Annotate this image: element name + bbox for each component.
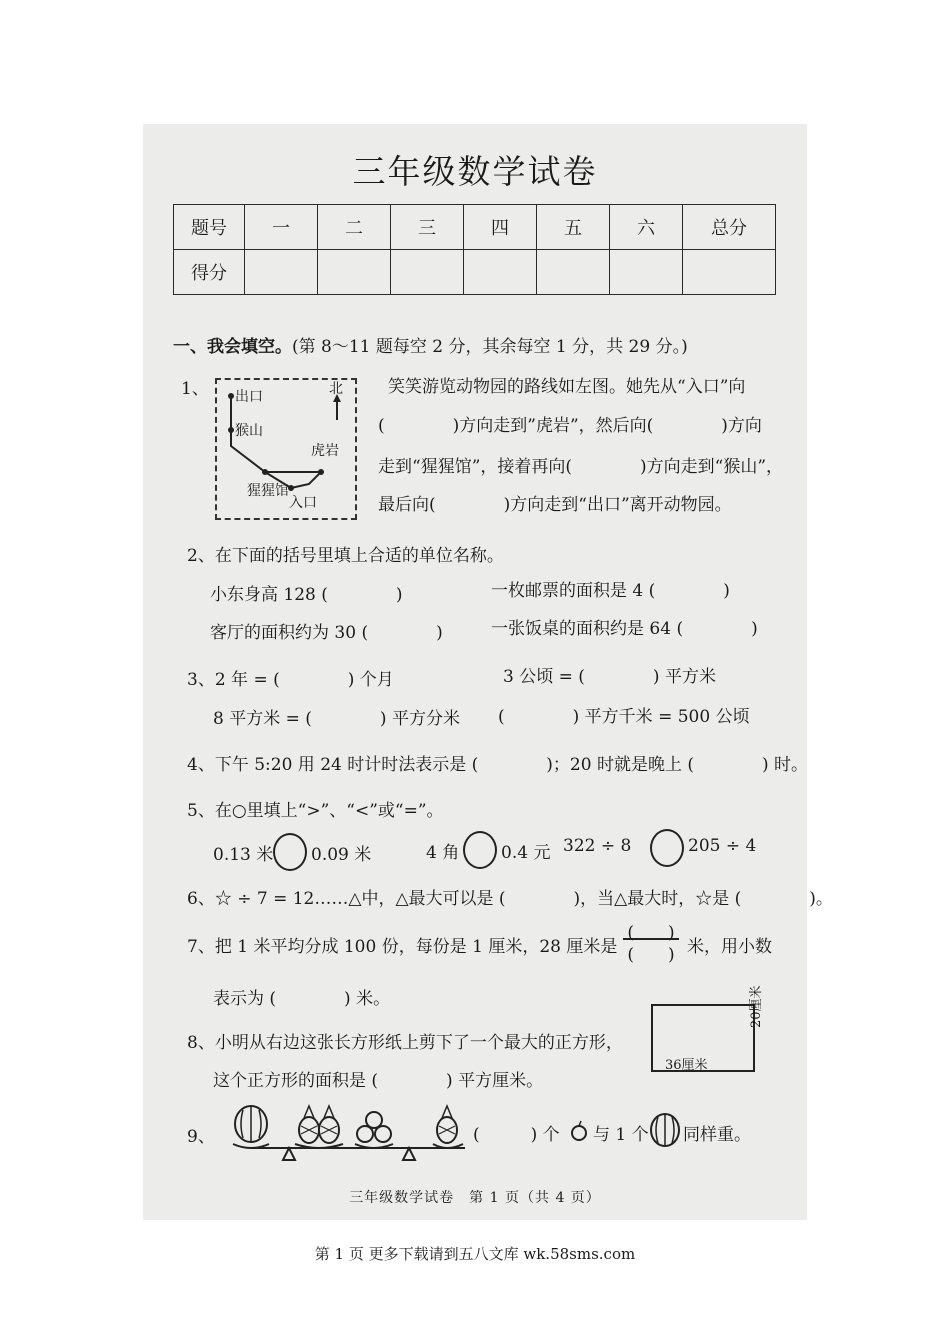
apple-icon	[357, 1112, 391, 1142]
score-table-header-row	[174, 205, 776, 250]
pineapple-icon	[319, 1106, 339, 1143]
score-table-cell: 题号	[174, 205, 245, 250]
section-1-note: (第 8～11 题每空 2 分，其余每空 1 分，共 29 分。)	[292, 337, 688, 357]
watermelon-icon	[649, 1112, 681, 1148]
map-label-tiger: 虎岩	[311, 443, 339, 459]
q1-line-4: 最后向( )方向走到“出口”离开动物园。	[378, 495, 732, 515]
pineapple-icon	[437, 1106, 457, 1143]
score-cell-empty	[683, 250, 776, 295]
q1-line-2: ( )方向走到”虎岩”，然后向( )方向	[378, 416, 762, 436]
balance-scale-right	[353, 1102, 473, 1166]
q9-text-2: 与 1 个	[593, 1125, 649, 1145]
score-table-cell: 五	[537, 205, 610, 250]
q9-number: 9、	[187, 1127, 215, 1147]
page-title: 三年级数学试卷	[352, 152, 598, 191]
q5-stem: 5、在○里填上“>”、“<”或“=”。	[187, 801, 444, 821]
rectangle-height-label: 20厘米	[749, 985, 764, 1028]
score-row-label: 得分	[174, 250, 245, 295]
pineapple-icon	[299, 1106, 319, 1143]
fraction-blank[interactable]: ( ) ( )	[623, 918, 679, 960]
q5-c-right: 205 ÷ 4	[688, 836, 757, 856]
section-1-heading: 一、我会填空。	[173, 337, 292, 357]
page-footer: 三年级数学试卷 第 1 页（共 4 页）	[349, 1190, 601, 1206]
q1-line-1: 笑笑游览动物园的路线如左图。她先从“入口”向	[388, 377, 746, 397]
zoo-route-map	[215, 378, 357, 520]
score-cell-empty	[537, 250, 610, 295]
q1-line-3: 走到“猩猩馆”，接着再向( )方向走到“猴山”，	[378, 457, 784, 477]
score-table-score-row	[174, 250, 776, 295]
section-1-heading-line	[173, 332, 688, 357]
q2-item: 一枚邮票的面积是 4 ( )	[491, 581, 730, 601]
q5-b-right: 0.4 元	[501, 843, 551, 863]
score-cell-empty	[318, 250, 391, 295]
score-table-cell: 一	[245, 205, 318, 250]
q2-item: 客厅的面积约为 30 ( )	[210, 623, 443, 643]
q2-stem: 2、在下面的括号里填上合适的单位名称。	[187, 546, 504, 566]
q8-line-1: 8、小明从右边这张长方形纸上剪下了一个最大的正方形，	[187, 1033, 623, 1053]
map-label-monkey: 猴山	[235, 423, 263, 439]
score-table-cell: 六	[610, 205, 683, 250]
q4-text: 4、下午 5:20 用 24 时计时法表示是 ( )；20 时就是晚上 ( ) 时。	[187, 755, 809, 775]
q8-line-2: 这个正方形的面积是 ( ) 平方厘米。	[213, 1071, 544, 1091]
compare-circle[interactable]	[273, 833, 307, 871]
rectangle-width-label: 36厘米	[665, 1058, 708, 1073]
bottom-caption: 第 1 页 更多下载请到五八文库 wk.58sms.com	[314, 1245, 636, 1263]
watermelon-icon	[235, 1106, 267, 1142]
map-label-exit: 出口	[235, 389, 263, 405]
q3-item: ( ) 平方千米 = 500 公顷	[498, 707, 750, 727]
q7-line-2: 表示为 ( ) 米。	[213, 989, 391, 1009]
compare-circle[interactable]	[650, 829, 684, 867]
apple-icon	[570, 1121, 588, 1141]
q3-item: 3、2 年 = ( ) 个月	[187, 670, 394, 690]
score-table	[173, 204, 776, 295]
q9-text-1: ( ) 个	[473, 1125, 560, 1145]
map-label-orangutan: 猩猩馆	[247, 483, 289, 499]
exam-paper	[143, 124, 833, 1220]
score-table-cell: 三	[391, 205, 464, 250]
score-cell-empty	[610, 250, 683, 295]
score-cell-empty	[245, 250, 318, 295]
score-table-cell: 总分	[683, 205, 776, 250]
q2-item: 小东身高 128 ( )	[210, 585, 403, 605]
score-table-cell: 二	[318, 205, 391, 250]
score-table-cell: 四	[464, 205, 537, 250]
q5-b-left: 4 角	[426, 843, 460, 863]
q5-c-left: 322 ÷ 8	[563, 836, 632, 856]
q6-text: 6、☆ ÷ 7 = 12……△中，△最大可以是 ( )，当△最大时，☆是 ( )。	[187, 889, 833, 909]
q7-line-1: 7、把 1 米平均分成 100 份，每份是 1 厘米，28 厘米是	[187, 937, 618, 957]
q3-item: 3 公顷 = ( ) 平方米	[503, 667, 716, 687]
map-label-north: 北	[329, 381, 343, 397]
q9-text-3: 同样重。	[683, 1125, 751, 1145]
map-label-entrance: 入口	[289, 495, 317, 511]
q5-a-left: 0.13 米	[213, 845, 274, 865]
q1-number: 1、	[181, 379, 209, 399]
q2-item: 一张饭桌的面积约是 64 ( )	[491, 619, 758, 639]
q5-a-right: 0.09 米	[311, 845, 372, 865]
q7-after-fraction: 米，用小数	[687, 937, 772, 957]
balance-scale-left	[231, 1102, 361, 1166]
score-cell-empty	[391, 250, 464, 295]
compare-circle[interactable]	[463, 831, 497, 869]
q3-item: 8 平方米 = ( ) 平方分米	[213, 709, 460, 729]
score-cell-empty	[464, 250, 537, 295]
